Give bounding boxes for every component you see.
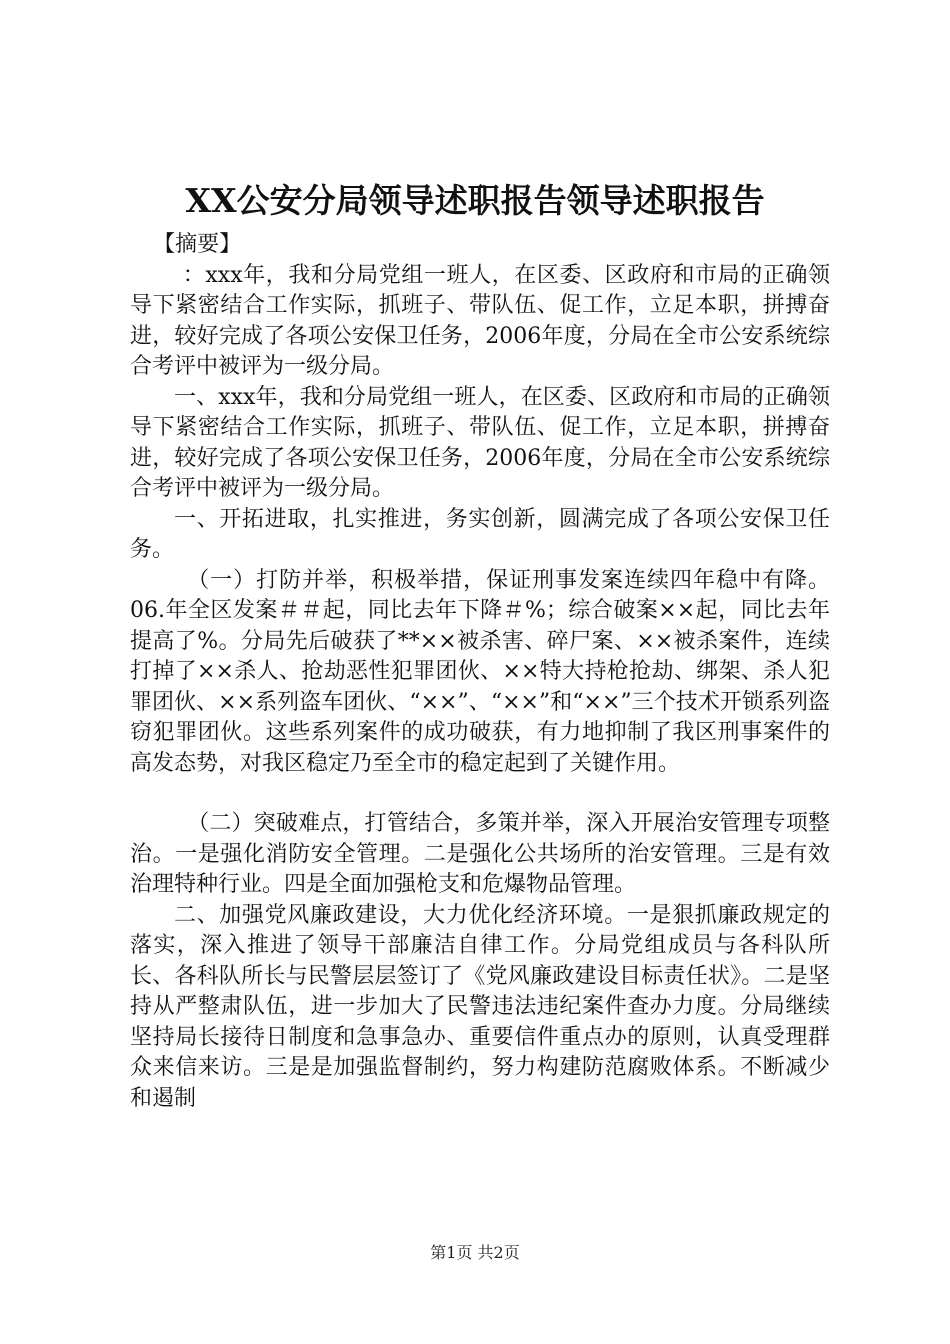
abstract-label: 【摘要】 [153,232,242,257]
body-paragraph: 一、开拓进取，扎实推进，务实创新，圆满完成了各项公安保卫任务。 [130,506,830,562]
abstract-paragraph: ：xxx年，我和分局党组一班人，在区委、区政府和市局的正确领导下紧密结合工作实际，抓班子、带队伍、促工作，立足本职，拼搏奋进，较好完成了各项公安保卫任务，2006年度，分局在全市公安系统综合考评中被评为一级分局。 [130,262,830,379]
document-body [130,230,830,1114]
page-footer: 第1页 共2页 [430,1243,520,1262]
body-paragraph: （一）打防并举，积极举措，保证刑事发案连续四年稳中有降。06.年全区发案＃＃起，同比去年下降＃%；综合破案××起，同比去年提高了%。分局先后破获了**××被杀害、碎尸案、××被杀案件，连续打掉了××杀人、抢劫恶性犯罪团伙、××特大持枪抢劫、绑架、杀人犯罪团伙、××系列盗车团伙、“××”、“××”和“××”三个技术开锁系列盗窃犯罪团伙。这些系列案件的成功破获，有力地抑制了我区刑事案件的高发态势，对我区稳定乃至全市的稳定起到了关键作用。 [130,567,830,776]
body-paragraph: （二）突破难点，打管结合，多策并举，深入开展治安管理专项整治。一是强化消防安全管理。二是强化公共场所的治安管理。三是有效治理特种行业。四是全面加强枪支和危爆物品管理。 [130,811,830,897]
body-paragraph: 一、xxx年，我和分局党组一班人，在区委、区政府和市局的正确领导下紧密结合工作实际，抓班子、带队伍、促工作，立足本职，拼搏奋进，较好完成了各项公安保卫任务，2006年度，分局在全市公安系统综合考评中被评为一级分局。 [130,384,830,501]
paragraph-gap [130,779,830,809]
body-paragraph: 二、加强党风廉政建设，大力优化经济环境。一是狠抓廉政规定的落实，深入推进了领导干部廉洁自律工作。分局党组成员与各科队所长、各科队所长与民警层层签订了《党风廉政建设目标责任状》。二是坚持从严整肃队伍，进一步加大了民警违法违纪案件查办力度。分局继续坚持局长接待日制度和急事急办、重要信件重点办的原则，认真受理群众来信来访。三是是加强监督制约，努力构建防范腐败体系。不断减少和遏制 [130,902,830,1111]
document-title: XX公安分局领导述职报告领导述职报告 [185,181,765,220]
